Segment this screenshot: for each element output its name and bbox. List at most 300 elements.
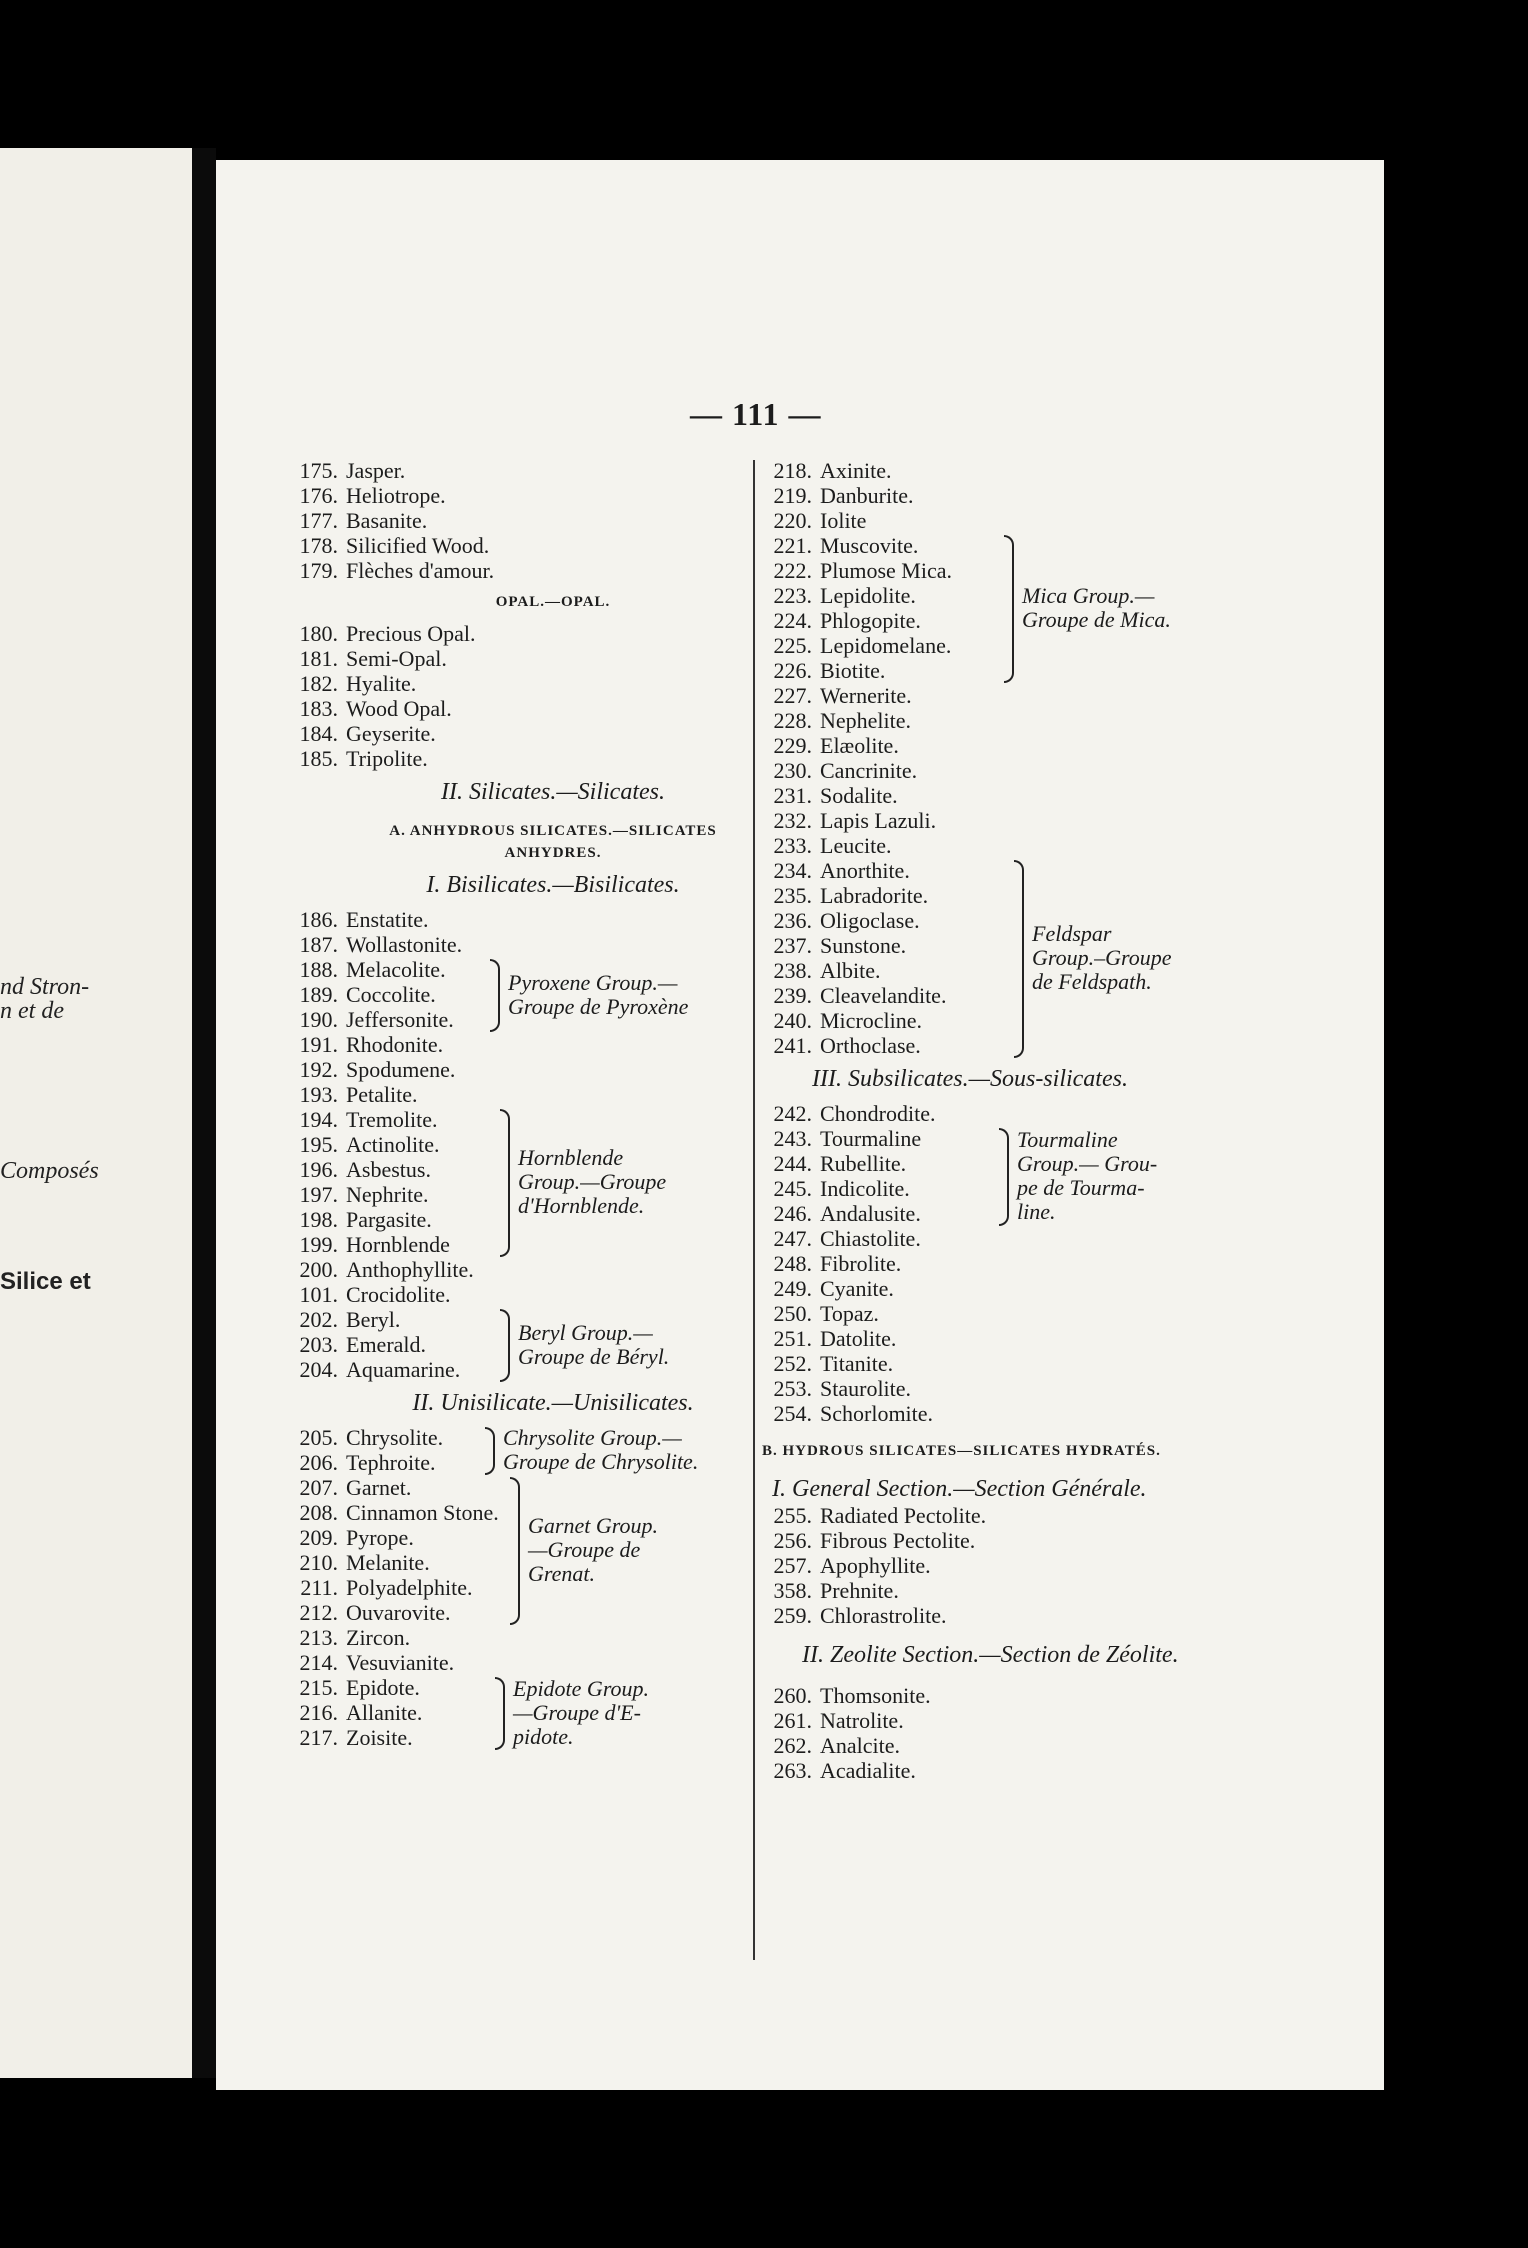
- section-heading: III. Subsilicates.—Sous-silicates.: [812, 1066, 1128, 1092]
- entry-line: [288, 1625, 818, 1650]
- entry-text: Titanite.: [820, 1351, 894, 1376]
- entry-text: Garnet.: [346, 1475, 412, 1500]
- group-label: [528, 1514, 658, 1586]
- entry-number: 179.: [299, 558, 338, 583]
- entry-number: 196.: [299, 1157, 338, 1182]
- entry-text: Microcline.: [820, 1008, 923, 1033]
- section-heading: OPAL.—OPAL.: [495, 594, 611, 610]
- entry-line: [288, 1082, 818, 1107]
- group-brace: [500, 1309, 510, 1382]
- entry-text: Emerald.: [346, 1332, 427, 1357]
- entry-line: [762, 1578, 1362, 1603]
- entry-text: Geyserite.: [346, 721, 436, 746]
- entry-line: [762, 1603, 1362, 1628]
- group-label-line: Groupe de Chrysolite.: [503, 1449, 699, 1474]
- entry-line: [288, 1057, 818, 1082]
- entry-text: Pyrope.: [346, 1525, 414, 1550]
- mineral-group: [288, 1425, 818, 1475]
- entry-line: [762, 733, 1362, 758]
- entry-text: Crocidolite.: [346, 1282, 451, 1307]
- entry-number: 235.: [773, 883, 812, 908]
- entry-line: [762, 1401, 1362, 1426]
- entry-number: 193.: [299, 1082, 338, 1107]
- entry-number: 175.: [299, 458, 338, 483]
- book-page: [216, 160, 1384, 2090]
- entry-number: 101.: [299, 1282, 338, 1307]
- entry-line: [762, 1226, 1362, 1251]
- entry-line: [762, 1528, 1362, 1553]
- entry-list: [288, 621, 818, 771]
- group-label-line: Beryl Group.—: [518, 1319, 653, 1345]
- entry-text: Elæolite.: [820, 733, 899, 758]
- entry-line: [762, 1503, 1362, 1528]
- entry-number: 208.: [299, 1500, 338, 1525]
- entry-number: 191.: [299, 1032, 338, 1057]
- entry-list: [288, 1257, 818, 1307]
- entry-text: Iolite: [820, 508, 867, 533]
- entry-text: Anorthite.: [820, 858, 910, 883]
- facing-page-fragment: n et de: [0, 998, 64, 1024]
- entry-text: Apophyllite.: [820, 1553, 931, 1578]
- entry-number: 358.: [773, 1578, 812, 1603]
- entry-text: Natrolite.: [820, 1708, 904, 1733]
- entry-line: [288, 458, 818, 483]
- entry-number: 181.: [299, 646, 338, 671]
- entry-number: 240.: [773, 1008, 812, 1033]
- entry-text: Flèches d'amour.: [346, 558, 495, 583]
- entry-text: Cyanite.: [820, 1276, 894, 1301]
- entry-number: 198.: [299, 1207, 338, 1232]
- entry-text: Petalite.: [346, 1082, 418, 1107]
- entry-text: Heliotrope.: [346, 483, 446, 508]
- entry-number: 210.: [299, 1550, 338, 1575]
- entry-number: 190.: [299, 1007, 338, 1032]
- entry-line: [762, 508, 1362, 533]
- group-label-line: Hornblende: [518, 1145, 624, 1170]
- entry-text: Nephrite.: [346, 1182, 429, 1207]
- entry-text: Actinolite.: [346, 1132, 440, 1157]
- entry-number: 177.: [299, 508, 338, 533]
- entry-number: 218.: [773, 458, 812, 483]
- entry-text: Orthoclase.: [820, 1033, 921, 1058]
- entry-text: Basanite.: [346, 508, 428, 533]
- entry-number: 252.: [773, 1351, 812, 1376]
- group-brace: [490, 959, 500, 1032]
- entry-text: Cleavelandite.: [820, 983, 947, 1008]
- entry-number: 250.: [773, 1301, 812, 1326]
- mineral-group: [288, 1107, 818, 1257]
- entry-text: Wernerite.: [820, 683, 912, 708]
- entry-text: Albite.: [820, 958, 881, 983]
- group-brace: [500, 1109, 510, 1257]
- entry-text: Spodumene.: [346, 1057, 456, 1082]
- group-label-line: Group.— Grou-: [1017, 1151, 1158, 1176]
- entry-line: [762, 483, 1362, 508]
- group-label: [503, 1426, 698, 1474]
- entry-line: [288, 1232, 818, 1257]
- entry-number: 248.: [773, 1251, 812, 1276]
- entry-number: 214.: [299, 1650, 338, 1675]
- entry-number: 200.: [299, 1257, 338, 1282]
- entry-list: [288, 1032, 818, 1107]
- entry-text: Radiated Pectolite.: [820, 1503, 987, 1528]
- entry-number: 260.: [773, 1683, 812, 1708]
- entry-line: [288, 1107, 818, 1132]
- entry-number: 229.: [773, 733, 812, 758]
- entry-text: Rhodonite.: [346, 1032, 444, 1057]
- entry-line: [288, 508, 818, 533]
- entry-number: 234.: [773, 858, 812, 883]
- entry-text: Cinnamon Stone.: [346, 1500, 499, 1525]
- group-label-line: Epidote Group.: [513, 1675, 650, 1701]
- entry-number: 256.: [773, 1528, 812, 1553]
- entry-line: [762, 683, 1362, 708]
- entry-number: 228.: [773, 708, 812, 733]
- entry-text: Lepidolite.: [820, 583, 916, 608]
- entry-text: Thomsonite.: [820, 1683, 931, 1708]
- book-gutter: [192, 148, 216, 2078]
- entry-line: [762, 1351, 1362, 1376]
- entry-text: Sodalite.: [820, 783, 898, 808]
- entry-number: 236.: [773, 908, 812, 933]
- entry-text: Silicified Wood.: [346, 533, 490, 558]
- entry-line: [762, 558, 1362, 583]
- entry-number: 213.: [299, 1625, 338, 1650]
- entry-number: 206.: [299, 1450, 338, 1475]
- entry-number: 203.: [299, 1332, 338, 1357]
- entry-line: [762, 1008, 1362, 1033]
- entry-text: Enstatite.: [346, 907, 429, 932]
- entry-number: 195.: [299, 1132, 338, 1157]
- entry-number: 182.: [299, 671, 338, 696]
- entry-text: Melanite.: [346, 1550, 430, 1575]
- entry-number: 209.: [299, 1525, 338, 1550]
- group-label-line: —Groupe d'E-: [513, 1699, 641, 1725]
- entry-text: Wollastonite.: [346, 932, 463, 957]
- entry-line: [762, 1683, 1362, 1708]
- entry-number: 227.: [773, 683, 812, 708]
- entry-number: 221.: [773, 533, 812, 558]
- entry-number: 220.: [773, 508, 812, 533]
- entry-number: 216.: [299, 1700, 338, 1725]
- entry-number: 249.: [773, 1276, 812, 1301]
- entry-line: [762, 658, 1362, 683]
- entry-number: 188.: [299, 957, 338, 982]
- entry-line: [288, 1032, 818, 1057]
- entry-line: [288, 621, 818, 646]
- entry-line: [762, 883, 1362, 908]
- section-heading: I. General Section.—Section Générale.: [772, 1476, 1147, 1502]
- group-label: [518, 1321, 669, 1369]
- entry-text: Beryl.: [346, 1307, 401, 1332]
- subsection-heading: A. ANHYDROUS SILICATES.—SILICATES: [389, 823, 717, 839]
- facing-page-fragment: Silice et: [0, 1268, 91, 1295]
- entry-number: 259.: [773, 1603, 812, 1628]
- group-brace: [999, 1128, 1009, 1226]
- entry-line: [762, 1326, 1362, 1351]
- entry-line: [762, 1276, 1362, 1301]
- entry-number: 232.: [773, 808, 812, 833]
- group-label: [1022, 584, 1171, 632]
- entry-text: Aquamarine.: [346, 1357, 461, 1382]
- entry-text: Staurolite.: [820, 1376, 912, 1401]
- facing-page-edge: [0, 148, 192, 2078]
- entry-text: Analcite.: [820, 1733, 901, 1758]
- entry-number: 183.: [299, 696, 338, 721]
- group-label-line: Pyroxene Group.—: [508, 969, 678, 995]
- entry-text: Zircon.: [346, 1625, 411, 1650]
- entry-text: Biotite.: [820, 658, 886, 683]
- entry-line: [762, 858, 1362, 883]
- entry-number: 194.: [299, 1107, 338, 1132]
- entry-number: 205.: [299, 1425, 338, 1450]
- subsection-heading: B. HYDROUS SILICATES—SILICATES HYDRATÉS.: [762, 1443, 1161, 1459]
- entry-text: Acadialite.: [820, 1758, 916, 1783]
- entry-number: 178.: [299, 533, 338, 558]
- mineral-group: [762, 858, 1362, 1058]
- group-label-line: —Groupe de: [528, 1537, 641, 1562]
- left-column: [288, 458, 818, 1750]
- entry-line: [288, 696, 818, 721]
- entry-number: 226.: [773, 658, 812, 683]
- entry-line: [288, 1282, 818, 1307]
- entry-number: 237.: [773, 933, 812, 958]
- entry-text: Zoisite.: [346, 1725, 413, 1750]
- entry-line: [762, 708, 1362, 733]
- entry-number: 233.: [773, 833, 812, 858]
- entry-text: Cancrinite.: [820, 758, 918, 783]
- entry-text: Topaz.: [820, 1301, 879, 1326]
- entry-list: [288, 907, 818, 957]
- entry-text: Danburite.: [820, 483, 914, 508]
- group-label-line: Chrysolite Group.—: [503, 1425, 682, 1450]
- entry-line: [762, 1708, 1362, 1733]
- entry-text: Wood Opal.: [346, 696, 452, 721]
- entry-text: Rubellite.: [820, 1151, 907, 1176]
- entry-line: [288, 1650, 818, 1675]
- group-label-line: Groupe de Mica.: [1022, 607, 1171, 632]
- group-brace: [1004, 535, 1014, 683]
- entry-number: 184.: [299, 721, 338, 746]
- entry-line: [762, 783, 1362, 808]
- group-label-line: pidote.: [513, 1723, 574, 1749]
- entry-line: [762, 808, 1362, 833]
- entry-line: [762, 1301, 1362, 1326]
- entry-list: [762, 1226, 1362, 1426]
- entry-number: 225.: [773, 633, 812, 658]
- group-label-line: Groupe de Pyroxène: [508, 993, 689, 1019]
- entry-text: Fibrolite.: [820, 1251, 902, 1276]
- entry-number: 215.: [299, 1675, 338, 1700]
- entry-text: Phlogopite.: [820, 608, 921, 633]
- entry-line: [288, 932, 818, 957]
- entry-list: [762, 1503, 1362, 1628]
- group-label-line: Mica Group.—: [1022, 583, 1155, 608]
- group-label-line: Feldspar: [1032, 921, 1112, 946]
- entry-text: Chondrodite.: [820, 1101, 936, 1126]
- entry-number: 224.: [773, 608, 812, 633]
- entry-number: 192.: [299, 1057, 338, 1082]
- entry-text: Hyalite.: [346, 671, 417, 696]
- entry-text: Nephelite.: [820, 708, 912, 733]
- mineral-group: [288, 1675, 818, 1750]
- entry-text: Precious Opal.: [346, 621, 476, 646]
- group-label: [513, 1677, 649, 1749]
- section-heading: I. Bisilicates.—Bisilicates.: [426, 872, 680, 898]
- right-column: [762, 458, 1362, 1783]
- entry-text: Jasper.: [346, 458, 406, 483]
- entry-text: Chiastolite.: [820, 1226, 921, 1251]
- entry-number: 185.: [299, 746, 338, 771]
- group-label-line: de Feldspath.: [1032, 969, 1152, 994]
- entry-text: Lapis Lazuli.: [820, 808, 937, 833]
- entry-number: 207.: [299, 1475, 338, 1500]
- entry-text: Indicolite.: [820, 1176, 910, 1201]
- entry-text: Axinite.: [820, 458, 892, 483]
- entry-text: Melacolite.: [346, 957, 446, 982]
- entry-text: Allanite.: [346, 1700, 423, 1725]
- group-brace: [485, 1427, 495, 1475]
- section-heading: II. Unisilicate.—Unisilicates.: [412, 1390, 694, 1416]
- entry-list: [288, 458, 818, 583]
- entry-text: Semi-Opal.: [346, 646, 447, 671]
- entry-number: 257.: [773, 1553, 812, 1578]
- entry-line: [762, 1251, 1362, 1276]
- entry-list: [762, 683, 1362, 858]
- group-label-line: Group.–Groupe: [1032, 945, 1172, 970]
- entry-number: 262.: [773, 1733, 812, 1758]
- group-label-line: Garnet Group.: [528, 1513, 658, 1538]
- group-brace: [1014, 860, 1024, 1058]
- entry-text: Labradorite.: [820, 883, 929, 908]
- entry-line: [288, 746, 818, 771]
- entry-list: [762, 458, 1362, 533]
- entry-number: 230.: [773, 758, 812, 783]
- entry-text: Ouvarovite.: [346, 1600, 451, 1625]
- entry-text: Chlorastrolite.: [820, 1603, 947, 1628]
- entry-number: 180.: [299, 621, 338, 646]
- entry-number: 263.: [773, 1758, 812, 1783]
- mineral-group: [762, 1126, 1362, 1226]
- group-label: [1032, 922, 1172, 994]
- group-label: [1017, 1128, 1157, 1224]
- entry-text: Lepidomelane.: [820, 633, 952, 658]
- facing-page-fragment: Composés: [0, 1158, 99, 1184]
- facing-page-fragment: nd Stron-: [0, 974, 90, 1000]
- entry-number: 219.: [773, 483, 812, 508]
- entry-text: Schorlomite.: [820, 1401, 934, 1426]
- entry-text: Epidote.: [346, 1675, 420, 1700]
- entry-line: [762, 1733, 1362, 1758]
- entry-text: Leucite.: [820, 833, 892, 858]
- mineral-group: [762, 533, 1362, 683]
- group-label-line: Group.—Groupe: [518, 1169, 667, 1194]
- entry-number: 223.: [773, 583, 812, 608]
- group-label-line: line.: [1017, 1199, 1056, 1224]
- mineral-group: [288, 1475, 818, 1625]
- entry-line: [288, 558, 818, 583]
- entry-number: 247.: [773, 1226, 812, 1251]
- entry-text: Tourmaline: [820, 1126, 922, 1151]
- entry-line: [762, 1553, 1362, 1578]
- entry-text: Sunstone.: [820, 933, 907, 958]
- entry-number: 186.: [299, 907, 338, 932]
- entry-number: 189.: [299, 982, 338, 1007]
- entry-line: [288, 671, 818, 696]
- entry-number: 253.: [773, 1376, 812, 1401]
- entry-line: [288, 646, 818, 671]
- entry-text: Chrysolite.: [346, 1425, 444, 1450]
- entry-line: [762, 1033, 1362, 1058]
- entry-number: 187.: [299, 932, 338, 957]
- group-label-line: d'Hornblende.: [518, 1193, 645, 1218]
- entry-number: 217.: [299, 1725, 338, 1750]
- entry-number: 204.: [299, 1357, 338, 1382]
- entry-number: 231.: [773, 783, 812, 808]
- entry-list: [762, 1683, 1362, 1783]
- group-brace: [495, 1677, 505, 1750]
- page-number: — 111 —: [690, 396, 822, 432]
- entry-line: [762, 758, 1362, 783]
- entry-number: 245.: [773, 1176, 812, 1201]
- entry-line: [762, 833, 1362, 858]
- section-heading: II. Silicates.—Silicates.: [441, 779, 665, 805]
- entry-line: [288, 907, 818, 932]
- entry-list: [288, 1625, 818, 1675]
- entry-text: Hornblende: [346, 1232, 450, 1257]
- entry-line: [762, 1758, 1362, 1783]
- subsection-heading: ANHYDRES.: [504, 845, 602, 861]
- entry-line: [288, 1475, 818, 1500]
- entry-line: [288, 533, 818, 558]
- entry-line: [762, 458, 1362, 483]
- entry-line: [288, 721, 818, 746]
- entry-text: Plumose Mica.: [820, 558, 952, 583]
- group-label: [508, 971, 688, 1019]
- entry-number: 199.: [299, 1232, 338, 1257]
- entry-text: Andalusite.: [820, 1201, 921, 1226]
- group-label: [518, 1146, 666, 1218]
- entry-text: Polyadelphite.: [346, 1575, 473, 1600]
- entry-list: [762, 1101, 1362, 1126]
- entry-line: [762, 1376, 1362, 1401]
- entry-text: Muscovite.: [820, 533, 919, 558]
- entry-number: 197.: [299, 1182, 338, 1207]
- entry-text: Datolite.: [820, 1326, 897, 1351]
- entry-line: [762, 1101, 1362, 1126]
- entry-number: 255.: [773, 1503, 812, 1528]
- group-brace: [510, 1477, 520, 1625]
- entry-text: Pargasite.: [346, 1207, 432, 1232]
- entry-text: Tripolite.: [346, 746, 428, 771]
- entry-text: Tremolite.: [346, 1107, 438, 1132]
- group-label-line: Tourmaline: [1017, 1127, 1118, 1152]
- entry-number: 261.: [773, 1708, 812, 1733]
- entry-number: 238.: [773, 958, 812, 983]
- entry-text: Tephroite.: [346, 1450, 436, 1475]
- entry-number: 211.: [300, 1575, 338, 1600]
- entry-line: [762, 533, 1362, 558]
- entry-number: 239.: [773, 983, 812, 1008]
- group-label-line: Groupe de Béryl.: [518, 1343, 670, 1369]
- entry-line: [288, 1257, 818, 1282]
- entry-number: 244.: [773, 1151, 812, 1176]
- mineral-group: [288, 1307, 818, 1382]
- entry-text: Fibrous Pectolite.: [820, 1528, 976, 1553]
- entry-number: 246.: [773, 1201, 812, 1226]
- entry-text: Prehnite.: [820, 1578, 899, 1603]
- entry-number: 243.: [773, 1126, 812, 1151]
